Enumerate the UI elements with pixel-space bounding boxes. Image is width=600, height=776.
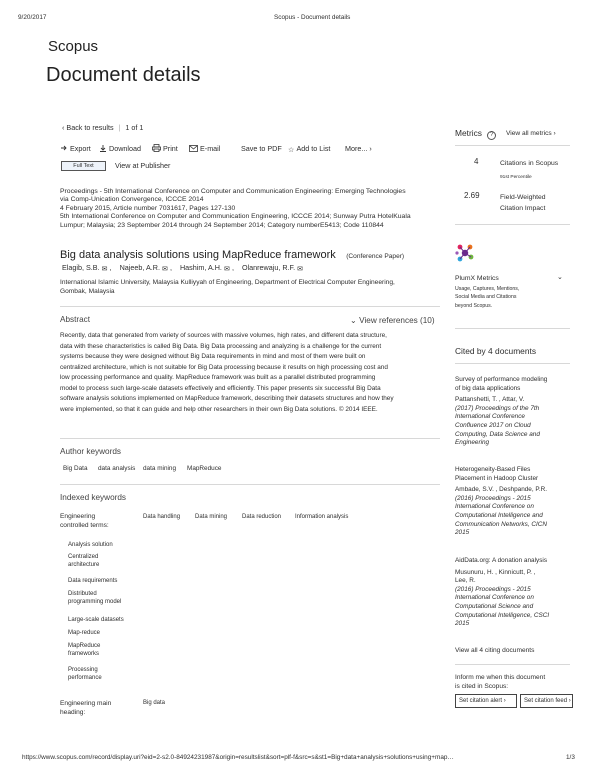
set-citation-alert-button[interactable]: Set citation alert ›	[455, 694, 517, 708]
uncontrolled-term: Processing performance	[68, 667, 102, 681]
author-keyword: MapReduce	[187, 465, 222, 472]
controlled-term: Data mining	[195, 514, 228, 520]
author-link[interactable]: Najeeb, A.R.	[119, 263, 160, 272]
citing-document	[455, 466, 580, 538]
document-type: (Conference Paper)	[346, 253, 405, 260]
citations-count: 4	[474, 157, 479, 166]
uncontrolled-term: Large-scale datasets	[68, 617, 124, 623]
chevron-right-icon: ›	[567, 698, 571, 704]
print-date: 9/20/2017	[18, 14, 47, 21]
uncontrolled-term: Analysis solution	[68, 542, 113, 548]
plumx-description: Usage, Captures, Mentions, Social Media and Citations beyond Scopus.	[455, 286, 520, 309]
envelope-icon[interactable]: ✉	[297, 264, 304, 273]
author-link[interactable]: Olanrewaju, R.F.	[241, 263, 296, 272]
citing-document	[455, 557, 580, 629]
citing-document-authors: Musunuru, H. , Kinnicutt, P. , Lee, R.	[455, 568, 536, 585]
citing-document-authors: Pattanshetti, T. , Attar, V.	[455, 396, 525, 404]
citing-document-source: (2016) Proceedings - 2015 International Conference on Computational Intelligence and Communication Networks, CICN 2015	[455, 494, 547, 537]
back-to-results-link[interactable]: Back to results	[66, 123, 114, 132]
uncontrolled-term: Distributed programming model	[68, 591, 122, 605]
citing-document	[455, 376, 580, 448]
uncontrolled-term: MapReduce frameworks	[68, 643, 101, 657]
plumx-logo-icon	[454, 242, 476, 264]
citing-document-title[interactable]: Heterogeneity-Based Files Placement in Hadoop Cluster	[455, 466, 539, 482]
author-keywords-heading: Author keywords	[60, 447, 121, 456]
more-menu[interactable]: More... ›	[345, 144, 372, 153]
fwci-value: 2.69	[464, 191, 480, 200]
chevron-left-icon: ‹	[62, 123, 65, 132]
download-button[interactable]: Download	[99, 144, 141, 154]
article-title: Big data analysis solutions using MapReduce framework	[60, 249, 336, 261]
author-link[interactable]: Hashim, A.H.	[179, 263, 222, 272]
chevron-down-icon: ⌄	[350, 316, 357, 325]
main-heading-term: Big data	[143, 700, 166, 706]
chevron-right-icon: ›	[502, 698, 506, 704]
results-nav: ‹ Back to results | 1 of 1	[62, 123, 144, 132]
print-button[interactable]: Print	[152, 144, 178, 154]
help-icon[interactable]: ?	[487, 131, 496, 140]
plumx-title: PlumX Metrics	[455, 275, 499, 282]
view-at-publisher-link[interactable]: View at Publisher	[115, 161, 171, 170]
author-link[interactable]: Elagib, S.B.	[62, 263, 100, 272]
author-keyword: data mining	[143, 465, 177, 472]
star-icon: ☆	[288, 145, 295, 154]
uncontrolled-term: Centralized architecture	[68, 554, 100, 568]
add-to-list-button[interactable]: ☆ Add to List	[288, 144, 331, 154]
engineering-main-label: Engineering main heading:	[60, 700, 112, 716]
print-url: https://www.scopus.com/record/display.uri?eid=2-s2.0-84924231987&origin=resultslist&sort=plf-f&src=s&st1=Big+data+analysis+solutions+using+map…	[22, 754, 454, 761]
citing-document-source: (2017) Proceedings of the 7th International Conference Confluence 2017 on Cloud Computing, Data Science and Engineering	[455, 404, 540, 447]
download-icon	[99, 144, 107, 154]
full-text-button[interactable]: Full Text	[61, 161, 106, 171]
citing-document-title[interactable]: AidData.org: A donation analysis	[455, 557, 548, 564]
cited-by-heading: Cited by 4 documents	[455, 346, 537, 356]
view-all-citing-link[interactable]: View all 4 citing documents	[455, 647, 535, 654]
scopus-logo[interactable]: Scopus	[48, 38, 99, 55]
envelope-icon[interactable]: ✉	[161, 264, 168, 273]
citations-label[interactable]: Citations in Scopus	[500, 160, 559, 167]
abstract-text: Recently, data that generated from variety of sources with massive volumes, high rates, and different data structure, data with these characteristics is called Big Data. Big Data processing and analyzing is a challenge for the current systems because they were designed without Big Data requirements in mind and most of them were built on centralized architecture, which is not suitable for Big Data processing because it results on high processing cost and low processing performance and quality. MapReduce framework was built as a parallel distributed programming model to process such large-scale datasets effectively and efficiently. This paper presents six successful Big Data software analysis solutions implemented on MapReduce framework, describing their datasets structures and how they were implemented, so that it can guide and help other researchers in their own Big Data solutions. © 2014 IEEE.	[60, 332, 394, 413]
controlled-term: Data handling	[143, 514, 181, 520]
article-heading	[60, 245, 404, 263]
uncontrolled-term: Data requirements	[68, 578, 118, 584]
inform-me-text: Inform me when this document is cited in Scopus:	[455, 674, 546, 690]
printer-icon	[152, 144, 161, 154]
citing-document-title[interactable]: Survey of performance modeling of big data applications	[455, 376, 548, 392]
citing-document-authors: Ambade, S.V. , Deshpande, P.R.	[455, 486, 548, 494]
export-icon	[60, 144, 68, 154]
envelope-icon	[189, 145, 198, 154]
export-button[interactable]: Export	[60, 144, 91, 154]
author-list: Elagib, S.B. ✉ , Najeeb, A.R. ✉ , Hashim, A.H. ✉ , Olanrewaju, R.F. ✉	[62, 263, 304, 273]
citing-document-source: (2016) Proceedings - 2015 International Conference on Computational Science and Computational Intelligence, CSCI 2015	[455, 585, 550, 628]
indexed-keywords-heading: Indexed keywords	[60, 493, 126, 502]
fwci-label: Field-Weighted Citation Impact	[500, 194, 546, 212]
chevron-right-icon: ›	[367, 144, 372, 153]
result-position: 1 of 1	[125, 123, 144, 132]
author-keyword: Big Data	[63, 465, 88, 472]
controlled-term: Data reduction	[242, 514, 282, 520]
view-references-link[interactable]: ⌄ View references (10)	[350, 316, 435, 325]
engineering-controlled-label: Engineering controlled terms:	[60, 513, 109, 529]
print-page-title: Scopus - Document details	[274, 14, 351, 21]
set-citation-feed-button[interactable]: Set citation feed ›	[520, 694, 573, 708]
save-to-pdf-button[interactable]: Save to PDF	[241, 144, 282, 153]
print-page-number: 1/3	[566, 754, 575, 761]
metrics-heading: Metrics ?	[455, 128, 496, 140]
affiliation: International Islamic University, Malaysia Kulliyyah of Engineering, Department of Electrical Computer Engineering, Gombak, Malaysia	[60, 279, 395, 295]
uncontrolled-term: Map-reduce	[68, 630, 101, 636]
source-info: Proceedings - 5th International Conference on Computer and Communication Engineering: Emerging Technologies via Comp-Unication Convergence, ICCCE 2014 4 February 2015, Article number 7031617, Pages 127-130 5th International Conference on Computer and Communication Engineering, ICCCE 2014; Sunway Putra HotelKuala Lumpur; Malaysia; 23 September 2014 through 24 September 2014; Category numberE5413; Code 110844	[60, 188, 411, 229]
envelope-icon[interactable]: ✉	[101, 264, 108, 273]
chevron-right-icon: ›	[551, 130, 556, 137]
author-keyword: data analysis	[98, 465, 136, 472]
chevron-down-icon[interactable]: ⌄	[557, 274, 563, 281]
controlled-term: Information analysis	[295, 514, 349, 520]
email-button[interactable]: E-mail	[189, 144, 220, 154]
abstract-heading: Abstract	[60, 315, 91, 324]
view-all-metrics-link[interactable]: View all metrics ›	[506, 130, 556, 137]
page-title: Document details	[46, 64, 201, 86]
percentile-label: 91st Percentile	[500, 175, 532, 180]
envelope-icon[interactable]: ✉	[223, 264, 230, 273]
